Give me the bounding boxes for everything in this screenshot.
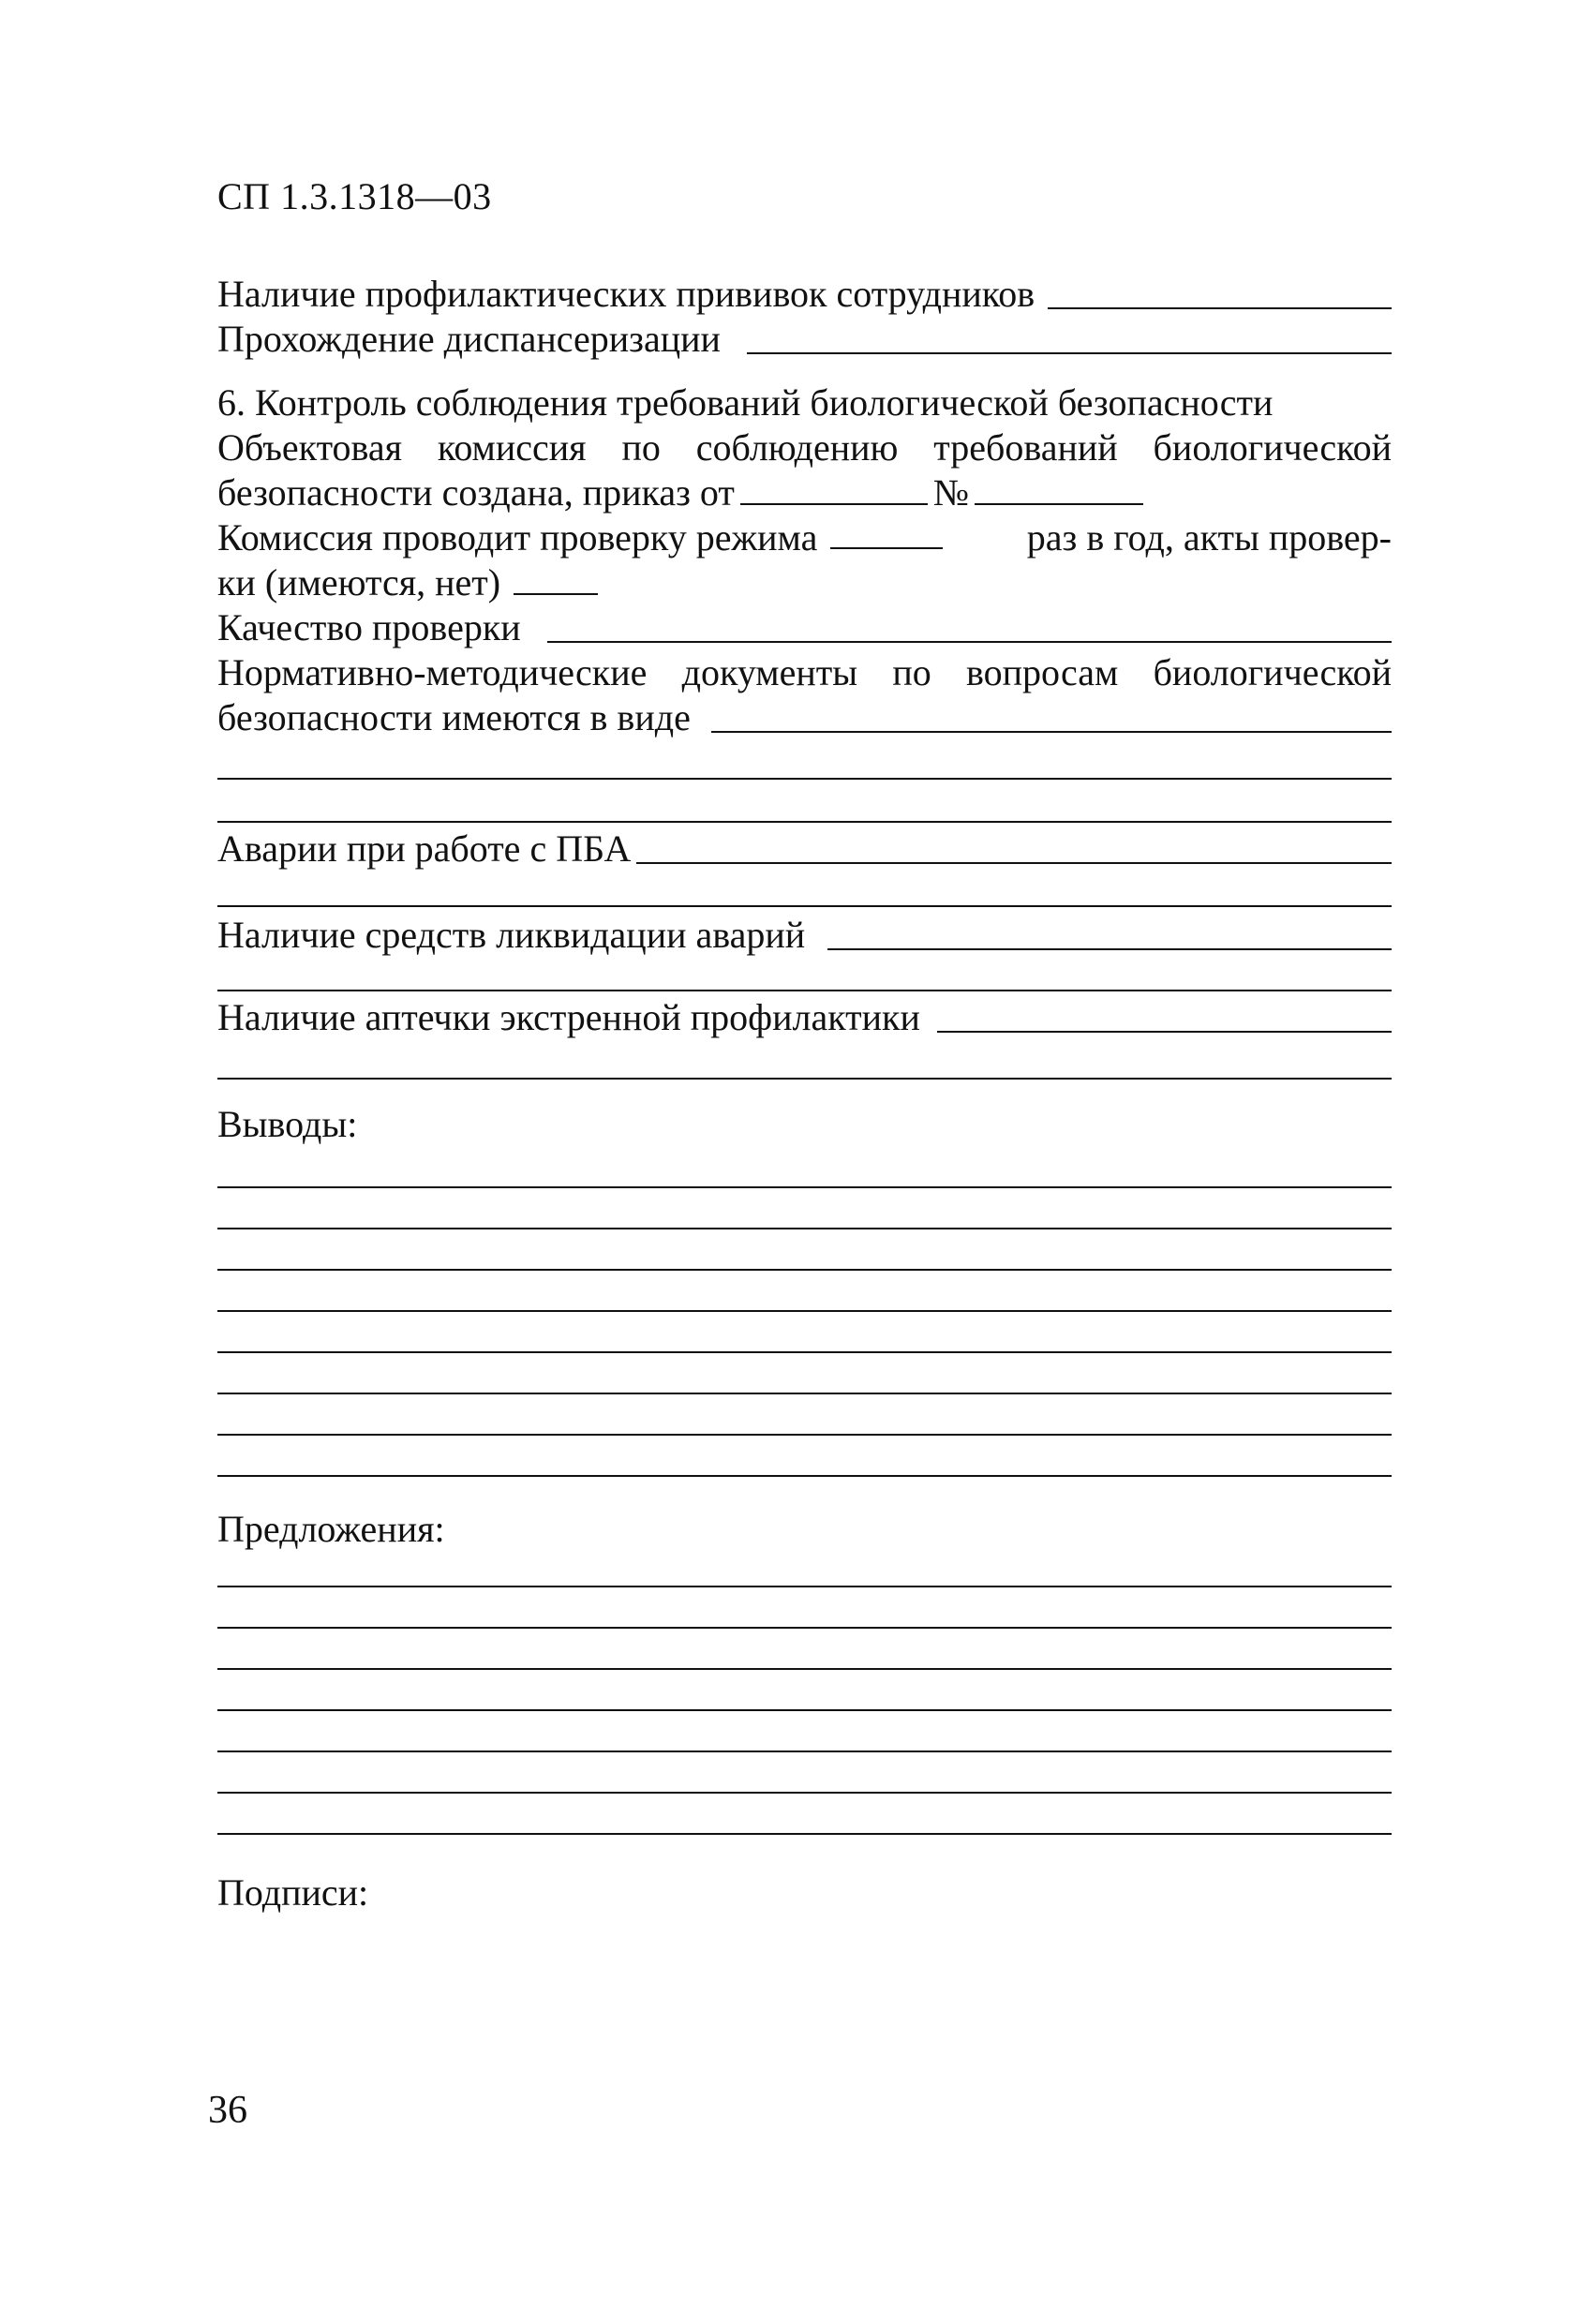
- quality-row: [217, 605, 1392, 650]
- quality-field[interactable]: [547, 641, 1392, 643]
- vaccinations-label: Наличие профилактических прививок сотрудников: [217, 273, 1035, 315]
- dispensary-field[interactable]: [747, 352, 1392, 354]
- liquidation-label: Наличие средств ликвидации аварий: [217, 914, 806, 956]
- check-line-1: [217, 515, 1392, 560]
- normative-label: безопасности имеются в виде: [217, 696, 691, 738]
- dispensary-label: Прохождение диспансеризации: [217, 318, 721, 360]
- normative-line-1: Нормативно-методические документы по вопросам биологической: [217, 651, 1392, 693]
- liquidation-extra-line[interactable]: [217, 990, 1392, 991]
- proposals-line-5[interactable]: [217, 1750, 1392, 1752]
- proposals-line-6[interactable]: [217, 1792, 1392, 1794]
- document-header: СП 1.3.1318—03: [217, 175, 492, 217]
- check-acts-field[interactable]: [514, 591, 598, 595]
- proposals-line-7[interactable]: [217, 1833, 1392, 1835]
- conclusions-line-2[interactable]: [217, 1228, 1392, 1229]
- proposals-line-3[interactable]: [217, 1668, 1392, 1670]
- quality-label: Качество проверки: [217, 606, 521, 648]
- conclusions-label: Выводы:: [217, 1103, 358, 1145]
- first-aid-row: [217, 995, 1392, 1040]
- commission-order-label: безопасности создана, приказ от: [217, 471, 735, 514]
- conclusions-line-3[interactable]: [217, 1269, 1392, 1271]
- signatures-label: Подписи:: [217, 1871, 369, 1914]
- proposals-label: Предложения:: [217, 1508, 445, 1550]
- section-6-title: 6. Контроль соблюдения требований биологической безопасности: [217, 381, 1274, 424]
- conclusions-line-6[interactable]: [217, 1393, 1392, 1394]
- vaccinations-row: [217, 272, 1392, 317]
- proposals-line-2[interactable]: [217, 1627, 1392, 1629]
- check-frequency-field[interactable]: [830, 545, 943, 549]
- conclusions-line-1[interactable]: [217, 1186, 1392, 1188]
- order-date-field[interactable]: [740, 501, 928, 505]
- conclusions-line-4[interactable]: [217, 1310, 1392, 1312]
- first-aid-label: Наличие аптечки экстренной профилактики: [217, 996, 920, 1038]
- accidents-row: [217, 827, 1392, 872]
- check-acts-label: раз в год, акты провер-: [1026, 516, 1392, 559]
- accidents-label: Аварии при работе с ПБА: [217, 827, 632, 870]
- normative-line-2: [217, 695, 1392, 740]
- first-aid-field[interactable]: [937, 1031, 1392, 1033]
- first-aid-extra-line[interactable]: [217, 1078, 1392, 1080]
- normative-extra-line-1[interactable]: [217, 778, 1392, 780]
- order-number-label: №: [932, 471, 970, 514]
- liquidation-row: [217, 913, 1392, 958]
- commission-line-1: Объектовая комиссия по соблюдению требований биологической: [217, 426, 1392, 469]
- check-acts-availability-label: ки (имеются, нет): [217, 561, 501, 603]
- order-number-field[interactable]: [975, 501, 1143, 505]
- accidents-field[interactable]: [636, 862, 1392, 864]
- proposals-line-1[interactable]: [217, 1586, 1392, 1587]
- normative-field[interactable]: [711, 731, 1392, 733]
- proposals-line-4[interactable]: [217, 1709, 1392, 1711]
- check-line-2: [217, 560, 603, 605]
- conclusions-line-8[interactable]: [217, 1475, 1392, 1477]
- dispensary-row: [217, 317, 1392, 362]
- liquidation-field[interactable]: [827, 948, 1392, 950]
- accidents-extra-line[interactable]: [217, 905, 1392, 907]
- vaccinations-field[interactable]: [1048, 307, 1392, 309]
- check-frequency-label: Комиссия проводит проверку режима: [217, 516, 818, 559]
- conclusions-line-7[interactable]: [217, 1434, 1392, 1436]
- normative-extra-line-2[interactable]: [217, 821, 1392, 823]
- conclusions-line-5[interactable]: [217, 1351, 1392, 1353]
- commission-line-2: [217, 470, 1149, 515]
- page-number: 36: [208, 2089, 247, 2132]
